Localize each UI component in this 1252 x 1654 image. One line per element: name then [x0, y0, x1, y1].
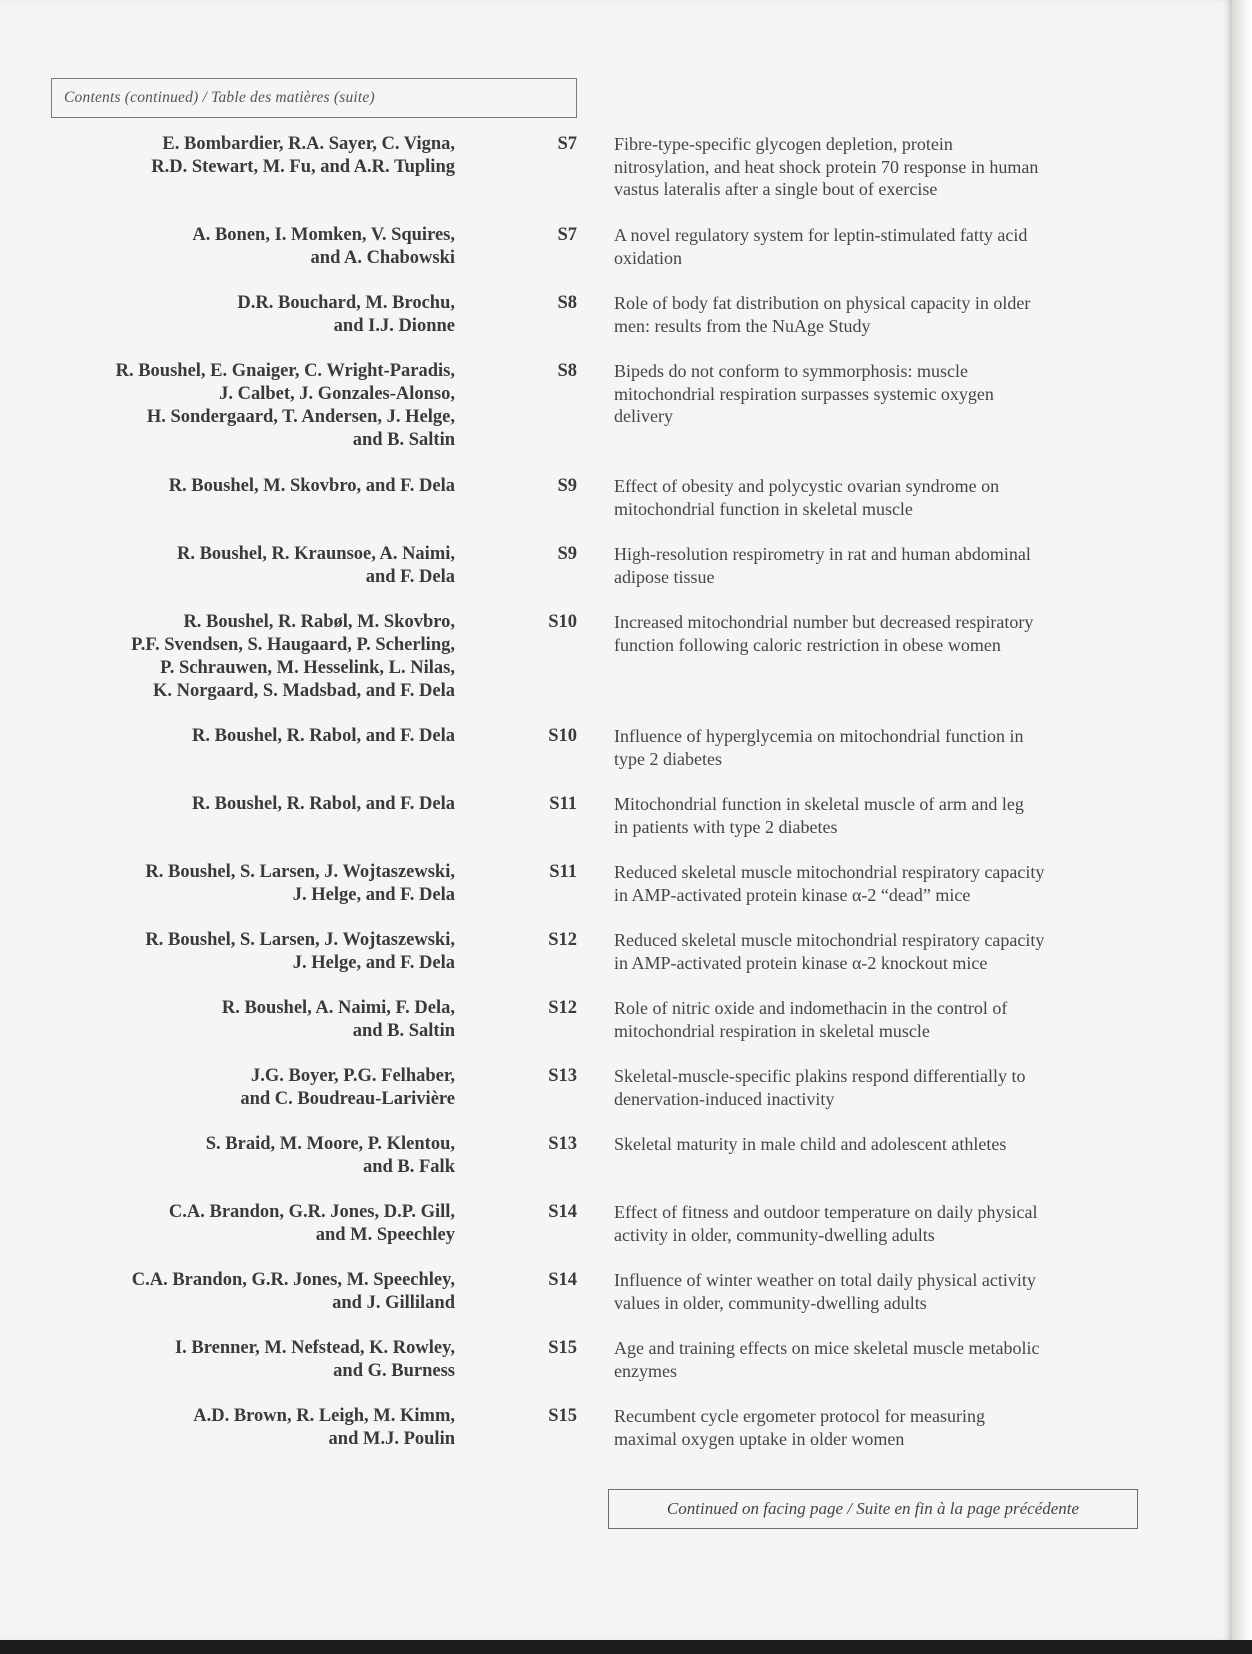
- entry-authors: [15, 543, 455, 589]
- title-line: activity in older, community-dwelling adults: [614, 1224, 935, 1245]
- author-line: C.A. Brandon, G.R. Jones, D.P. Gill,: [168, 1202, 455, 1222]
- author-line: and M.J. Poulin: [328, 1429, 455, 1449]
- title-line: in AMP-activated protein kinase α-2 “dead” mice: [614, 884, 971, 905]
- title-line: Influence of winter weather on total daily physical activity: [614, 1270, 1036, 1290]
- entry-authors: [15, 1133, 455, 1179]
- author-line: R. Boushel, M. Skovbro, and F. Dela: [168, 476, 455, 496]
- author-line: and I.J. Dionne: [333, 316, 455, 336]
- title-line: oxidation: [614, 247, 682, 268]
- entry-authors: [15, 224, 455, 270]
- title-line: A novel regulatory system for leptin-stimulated fatty acid: [614, 225, 1028, 245]
- author-line: and G. Burness: [333, 1361, 455, 1381]
- author-line: R. Boushel, S. Larsen, J. Wojtaszewski,: [145, 930, 455, 950]
- title-line: type 2 diabetes: [614, 748, 722, 769]
- author-line: R. Boushel, E. Gnaiger, C. Wright-Paradis,: [115, 361, 455, 381]
- author-line: and B. Falk: [362, 1157, 455, 1177]
- entry-page-number: S12: [548, 998, 577, 1018]
- entry-title: [614, 1405, 1154, 1450]
- title-line: denervation-induced inactivity: [614, 1088, 835, 1109]
- author-line: and J. Gilliland: [332, 1293, 455, 1313]
- author-line: K. Norgaard, S. Madsbad, and F. Dela: [152, 681, 455, 701]
- author-line: I. Brenner, M. Nefstead, K. Rowley,: [174, 1338, 455, 1358]
- entry-page-number: S10: [548, 726, 577, 746]
- entry-title: [614, 1133, 1154, 1156]
- title-line: mitochondrial respiration in skeletal muscle: [614, 1020, 930, 1041]
- entry-page-number: S11: [549, 862, 577, 882]
- title-line: in patients with type 2 diabetes: [614, 816, 838, 837]
- scanner-bottom-edge: [0, 1640, 1252, 1654]
- title-line: vastus lateralis after a single bout of exercise: [614, 179, 938, 199]
- author-line: P.F. Svendsen, S. Haugaard, P. Scherling,: [131, 635, 455, 655]
- author-line: H. Sondergaard, T. Andersen, J. Helge,: [146, 407, 455, 427]
- title-line: Skeletal maturity in male child and adolescent athletes: [614, 1134, 1007, 1154]
- entry-authors: [15, 1405, 455, 1451]
- continued-note-label: Continued on facing page / Suite en fin à la page précédente: [666, 1499, 1080, 1518]
- title-line: High-resolution respirometry in rat and human abdominal: [614, 544, 1031, 564]
- entry-title: [614, 224, 1154, 269]
- entry-page-number: S7: [557, 134, 577, 154]
- author-line: J.G. Boyer, P.G. Felhaber,: [250, 1066, 455, 1086]
- entry-authors: [15, 611, 455, 703]
- entry-title: [614, 793, 1154, 838]
- author-line: A. Bonen, I. Momken, V. Squires,: [192, 225, 455, 245]
- author-line: J. Helge, and F. Dela: [292, 885, 455, 905]
- author-line: J. Calbet, J. Gonzales-Alonso,: [219, 384, 455, 404]
- entry-title: [614, 861, 1154, 906]
- author-line: C.A. Brandon, G.R. Jones, M. Speechley,: [131, 1270, 455, 1290]
- entry-page-number: S14: [548, 1202, 577, 1222]
- entry-page-number: S15: [548, 1406, 577, 1426]
- entry-authors: [15, 997, 455, 1043]
- title-line: adipose tissue: [614, 566, 715, 587]
- entry-title: [614, 1269, 1154, 1314]
- entry-title: [614, 475, 1154, 520]
- entry-authors: [15, 1201, 455, 1247]
- title-line: Role of body fat distribution on physical capacity in older: [614, 293, 1031, 313]
- author-line: R. Boushel, R. Rabøl, M. Skovbro,: [183, 612, 455, 632]
- author-line: and C. Boudreau-Larivière: [240, 1089, 455, 1109]
- author-line: D.R. Bouchard, M. Brochu,: [237, 293, 455, 313]
- title-line: Increased mitochondrial number but decreased respiratory: [614, 612, 1034, 632]
- continued-note: [608, 1489, 1138, 1529]
- entry-page-number: S8: [557, 361, 577, 381]
- author-line: and B. Saltin: [352, 430, 455, 450]
- entry-title: [614, 1201, 1154, 1246]
- entry-page-number: S14: [548, 1270, 577, 1290]
- entry-title: [614, 611, 1154, 656]
- title-line: in AMP-activated protein kinase α-2 knockout mice: [614, 952, 988, 973]
- title-line: nitrosylation, and heat shock protein 70 response in human: [614, 156, 1039, 177]
- author-line: R. Boushel, A. Naimi, F. Dela,: [221, 998, 455, 1018]
- entry-page-number: S9: [557, 544, 577, 564]
- title-line: mitochondrial respiration surpasses systemic oxygen: [614, 383, 994, 404]
- author-line: R. Boushel, R. Kraunsoe, A. Naimi,: [176, 544, 455, 564]
- author-line: and A. Chabowski: [310, 248, 455, 268]
- entry-page-number: S12: [548, 930, 577, 950]
- entry-page-number: S7: [557, 225, 577, 245]
- entry-title: [614, 1337, 1154, 1382]
- title-line: maximal oxygen uptake in older women: [614, 1428, 905, 1449]
- title-line: Fibre-type-specific glycogen depletion, protein: [614, 134, 953, 154]
- author-line: R. Boushel, S. Larsen, J. Wojtaszewski,: [145, 862, 455, 882]
- author-line: E. Bombardier, R.A. Sayer, C. Vigna,: [162, 134, 455, 154]
- entry-authors: [15, 1269, 455, 1315]
- entry-title: [614, 292, 1154, 337]
- page-edge-shadow: [1232, 0, 1252, 1654]
- entry-authors: [15, 360, 455, 452]
- author-line: S. Braid, M. Moore, P. Klentou,: [205, 1134, 455, 1154]
- entry-title: [614, 133, 1154, 201]
- title-line: delivery: [614, 406, 673, 426]
- entry-authors: [15, 1337, 455, 1383]
- title-line: values in older, community-dwelling adults: [614, 1292, 927, 1313]
- title-line: enzymes: [614, 1360, 677, 1381]
- title-line: Effect of fitness and outdoor temperature on daily physical: [614, 1202, 1038, 1222]
- author-line: R. Boushel, R. Rabol, and F. Dela: [192, 726, 455, 746]
- title-line: Bipeds do not conform to symmorphosis: muscle: [614, 361, 968, 381]
- entry-title: [614, 360, 1154, 428]
- entry-title: [614, 1065, 1154, 1110]
- title-line: Influence of hyperglycemia on mitochondrial function in: [614, 726, 1024, 746]
- entry-page-number: S15: [548, 1338, 577, 1358]
- author-line: R. Boushel, R. Rabol, and F. Dela: [192, 794, 455, 814]
- entry-authors: [15, 1065, 455, 1111]
- entry-page-number: S8: [557, 293, 577, 313]
- author-line: R.D. Stewart, M. Fu, and A.R. Tupling: [151, 157, 455, 177]
- title-line: function following caloric restriction in obese women: [614, 634, 1001, 655]
- entry-authors: [15, 292, 455, 338]
- entry-page-number: S9: [557, 476, 577, 496]
- entry-page-number: S13: [548, 1134, 577, 1154]
- title-line: Reduced skeletal muscle mitochondrial respiratory capacity: [614, 930, 1045, 950]
- author-line: J. Helge, and F. Dela: [292, 953, 455, 973]
- author-line: and M. Speechley: [315, 1225, 455, 1245]
- entry-authors: [15, 793, 455, 816]
- contents-header-label: Contents (continued) / Table des matières (suite): [64, 89, 375, 106]
- entry-authors: [15, 725, 455, 748]
- entry-authors: [15, 475, 455, 498]
- entry-authors: [15, 929, 455, 975]
- entry-title: [614, 929, 1154, 974]
- title-line: men: results from the NuAge Study: [614, 315, 871, 336]
- title-line: Role of nitric oxide and indomethacin in the control of: [614, 998, 1008, 1018]
- author-line: and B. Saltin: [352, 1021, 455, 1041]
- title-line: Effect of obesity and polycystic ovarian syndrome on: [614, 476, 1000, 496]
- title-line: Age and training effects on mice skeletal muscle metabolic: [614, 1338, 1040, 1358]
- entry-page-number: S10: [548, 612, 577, 632]
- title-line: Reduced skeletal muscle mitochondrial respiratory capacity: [614, 862, 1045, 882]
- title-line: Recumbent cycle ergometer protocol for measuring: [614, 1406, 986, 1426]
- contents-header: [51, 78, 577, 118]
- entry-title: [614, 997, 1154, 1042]
- entry-title: [614, 725, 1154, 770]
- entry-authors: [15, 861, 455, 907]
- title-line: Mitochondrial function in skeletal muscle of arm and leg: [614, 794, 1024, 814]
- entry-title: [614, 543, 1154, 588]
- author-line: and F. Dela: [365, 567, 455, 587]
- entry-authors: [15, 133, 455, 179]
- title-line: mitochondrial function in skeletal muscle: [614, 498, 913, 519]
- entry-page-number: S13: [548, 1066, 577, 1086]
- author-line: P. Schrauwen, M. Hesselink, L. Nilas,: [160, 658, 455, 678]
- title-line: Skeletal-muscle-specific plakins respond differentially to: [614, 1066, 1026, 1086]
- author-line: A.D. Brown, R. Leigh, M. Kimm,: [193, 1406, 455, 1426]
- entry-page-number: S11: [549, 794, 577, 814]
